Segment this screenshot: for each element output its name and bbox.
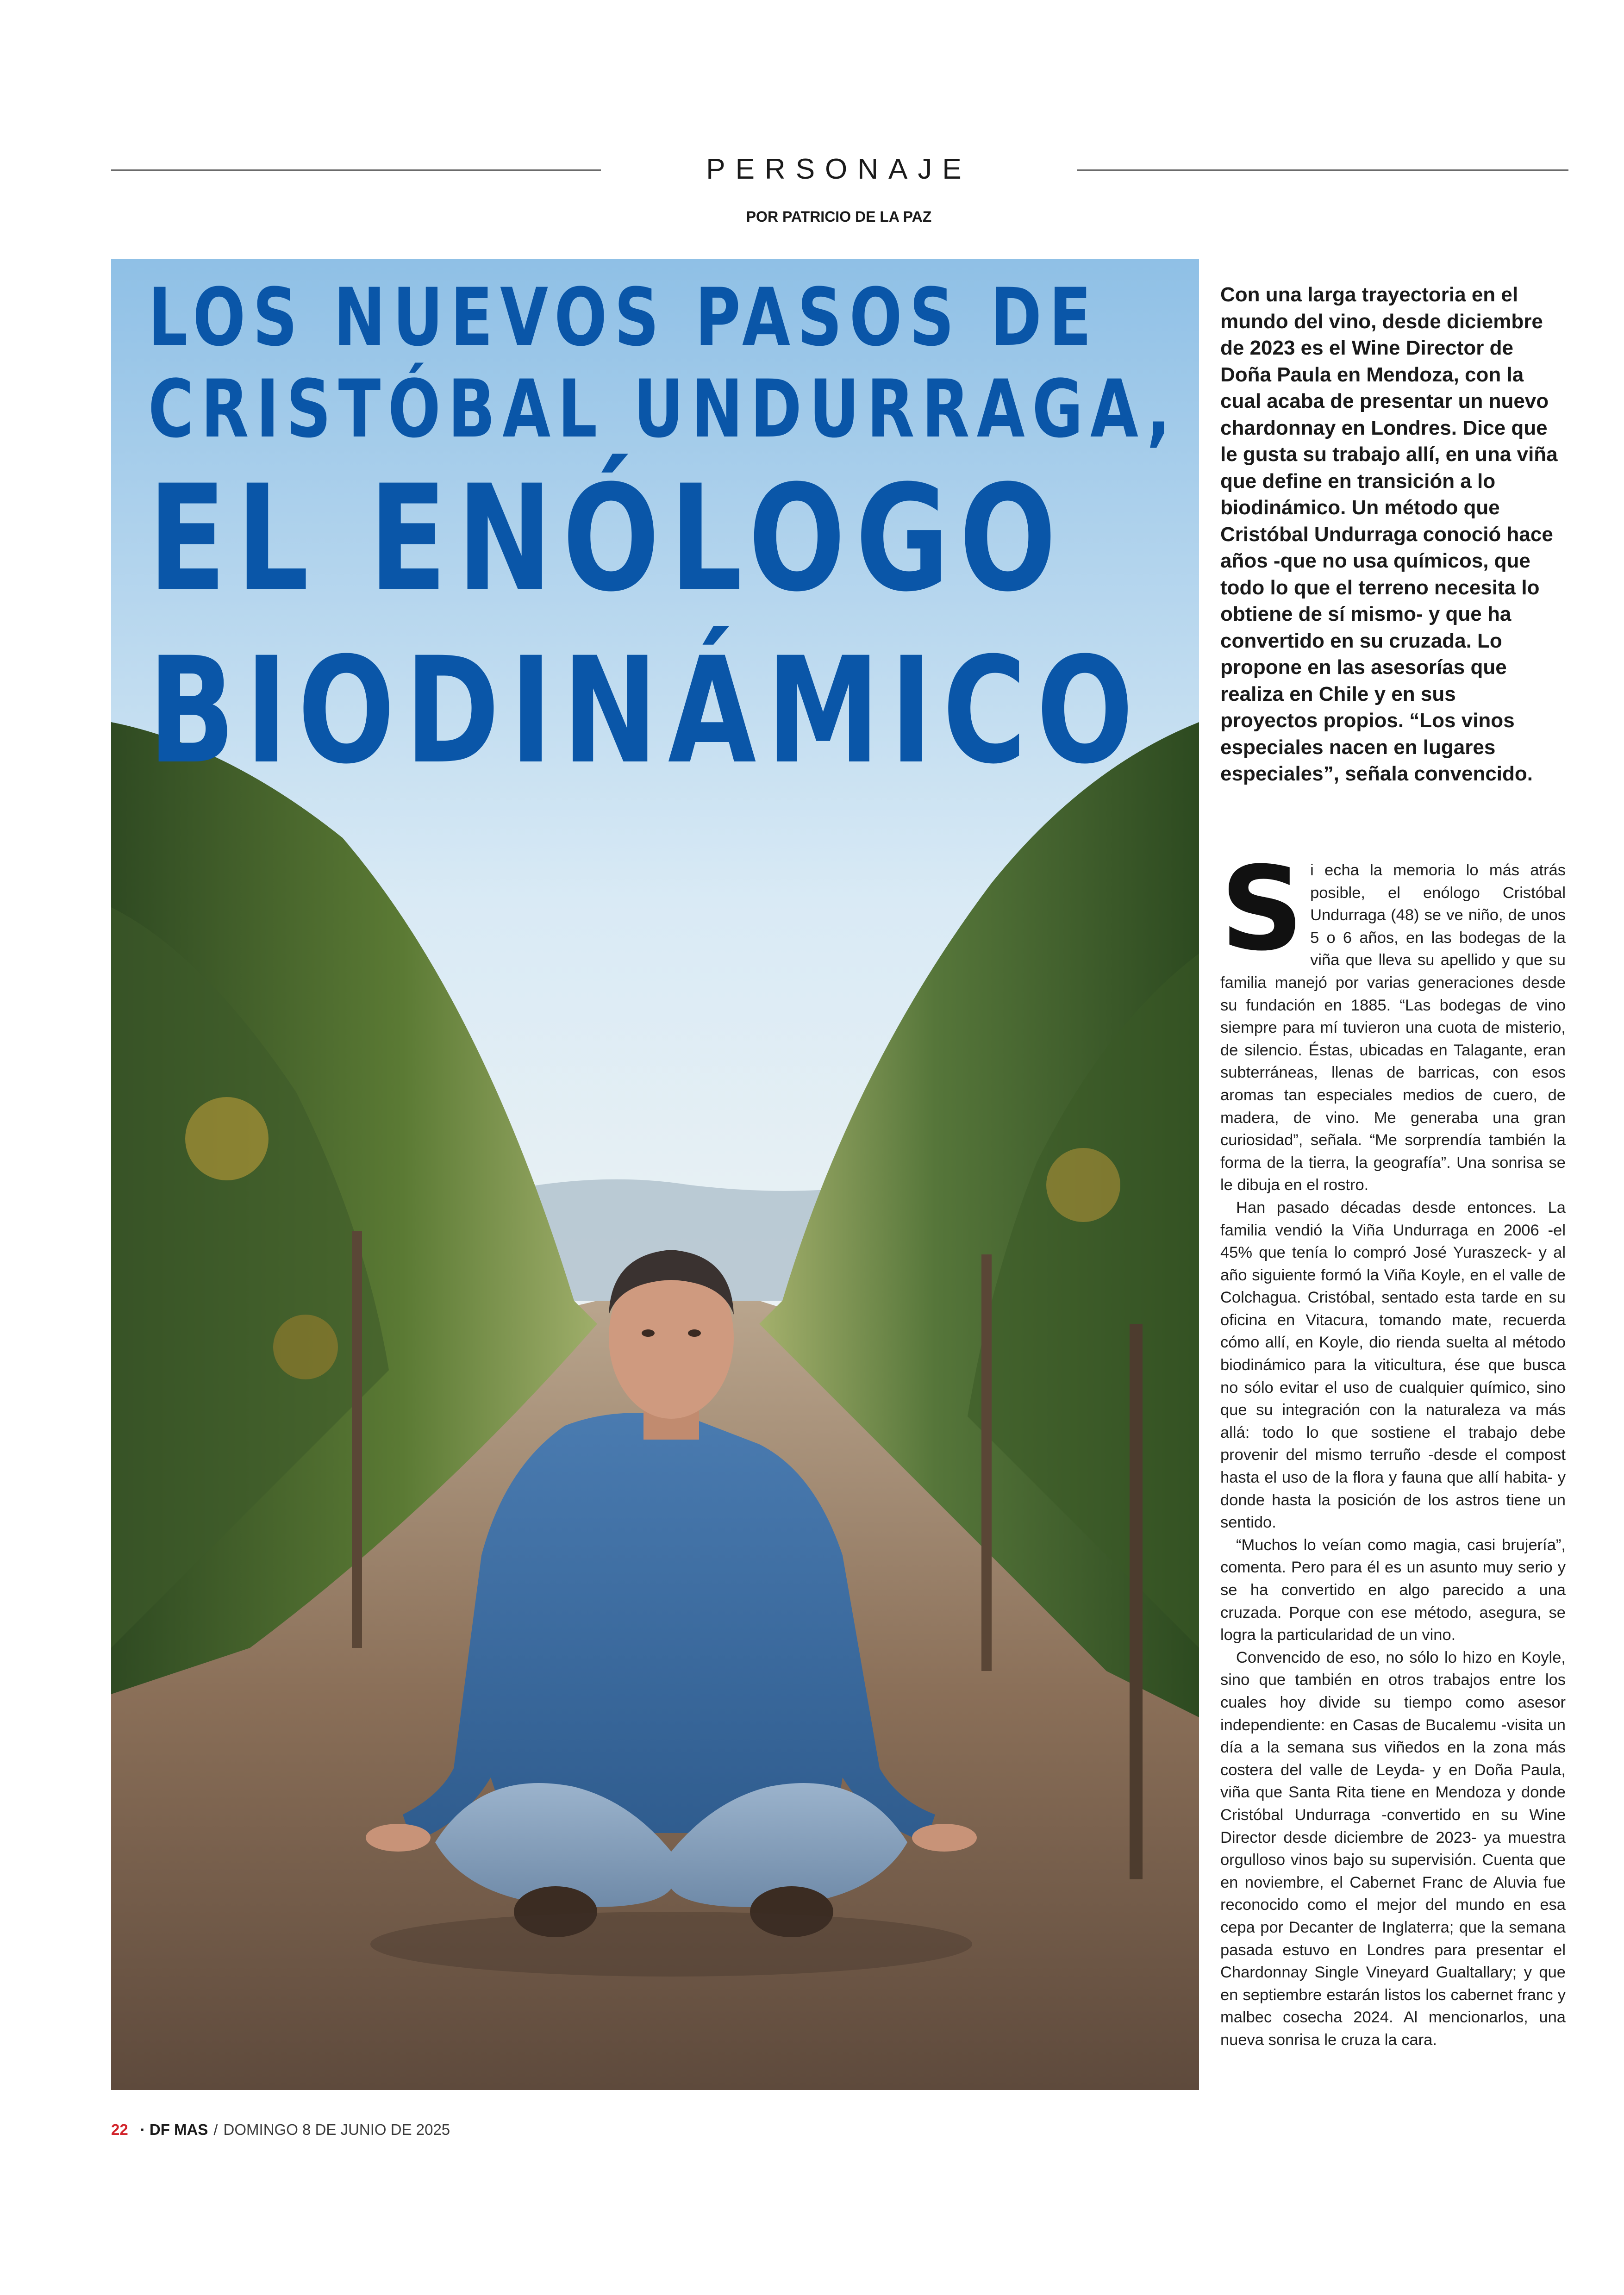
publication-name: · DF MAS <box>140 2121 208 2138</box>
header-rule-left <box>111 169 601 171</box>
headline-line-2: CRISTÓBAL UNDURRAGA, <box>148 362 1178 455</box>
paragraph-1-text: i echa la memoria lo más atrás posible, el enólogo Cristóbal Undurraga (48) se ve niño, de unos 5 o 6 años, en las bodegas de la viña que lleva su apellido y que su familia manejó por varias generaciones desde su fundación en 1885. “Las bodegas de vino siempre para mí tuvieron una cuota de misterio, de silencio. Éstas, ubicadas en Talagante, eran subterráneas, llenas de barricas, con esos aromas tan especiales medios de cuero, de madera, de vino. Me generaba una gran curiosidad”, señala. “Me sorprendía también la forma de la tierra, la geografía”. Una sonrisa se le dibuja en el rostro. <box>1220 861 1566 1194</box>
drop-cap: S <box>1220 842 1304 976</box>
byline: POR PATRICIO DE LA PAZ <box>746 208 932 225</box>
page-footer <box>111 2121 450 2139</box>
headline-line-1: LOS NUEVOS PASOS DE <box>148 271 1099 364</box>
paragraph-2: Han pasado décadas desde entonces. La familia vendió la Viña Undurraga en 2006 -el 45% que tenía lo compró José Yuraszeck- y al año siguiente formó la Viña Koyle, en el valle de Colchagua. Cristóbal, sentado esta tarde en su oficina en Vitacura, tomando mate, recuerda cómo allí, en Koyle, dio rienda suelta al método biodinámico para la viticultura, ése que busca no sólo evitar el uso de cualquier químico, sino que su integración con la naturaleza va más allá: todo lo que sostiene el trabajo debe provenir del mismo terruño -desde el compost hasta el uso de la flora y fauna que allí habita- y donde hasta la posición de los astros tiene un sentido. <box>1220 1198 1566 1532</box>
page-number: 22 <box>111 2121 128 2138</box>
standfirst: Con una larga trayectoria en el mundo del vino, desde diciembre de 2023 es el Wine Director de Doña Paula en Mendoza, con la cual acaba de presentar un nuevo chardonnay en Londres. Dice que le gusta su trabajo allí, en una viña que define en transición a lo biodinámico. Un método que Cristóbal Undurraga conoció hace años -que no usa químicos, que todo lo que el terreno necesita lo obtiene de sí mismo- y que ha convertido en su cruzada. Lo propone en las asesorías que realiza en Chile y en sus proyectos propios. “Los vinos especiales nacen en lugares especiales”, señala convencido. <box>1220 283 1558 785</box>
header-rule-right <box>1077 169 1568 171</box>
issue-date: DOMINGO 8 DE JUNIO DE 2025 <box>223 2121 450 2138</box>
headline-line-4: BIODINÁMICO <box>148 626 1144 796</box>
footer-separator: / <box>213 2121 218 2138</box>
paragraph-4: Convencido de eso, no sólo lo hizo en Koyle, sino que también en otros trabajos entre los cuales hoy divide su tiempo como asesor independiente: en Casas de Bucalemu -visita un día a la semana sus viñedos en la zona más costera del valle de Leyda- y en Doña Paula, viña que Santa Rita tiene en Mendoza y donde Cristóbal Undurraga -convertido en su Wine Director desde diciembre de 2023- ya muestra orgulloso vinos bajo su supervisión. Cuenta que en noviembre, el Cabernet Franc de Aluvia fue reconocido como el mejor del mundo en esa cepa por Decanter de Inglaterra; que la semana pasada estuvo en Londres para presentar el Chardonnay Single Vineyard Gualtallary; y que en septiembre estarán listos los cabernet franc y malbec cosecha 2024. Al mencionarlos, una nueva sonrisa le cruza la cara. <box>1220 1648 1566 2049</box>
article-body <box>1220 842 1566 2051</box>
paragraph-3: “Muchos lo veían como magia, casi brujería”, comenta. Pero para él es un asunto muy serio y se ha convertido en algo parecido a una cruzada. Porque con ese método, asegura, se logra la particularidad de un vino. <box>1220 1536 1566 1644</box>
section-label: PERSONAJE <box>706 153 972 185</box>
headline <box>148 271 1185 810</box>
headline-line-3: EL ENÓLOGO <box>148 454 1067 624</box>
paragraph-1 <box>1220 842 1566 1197</box>
